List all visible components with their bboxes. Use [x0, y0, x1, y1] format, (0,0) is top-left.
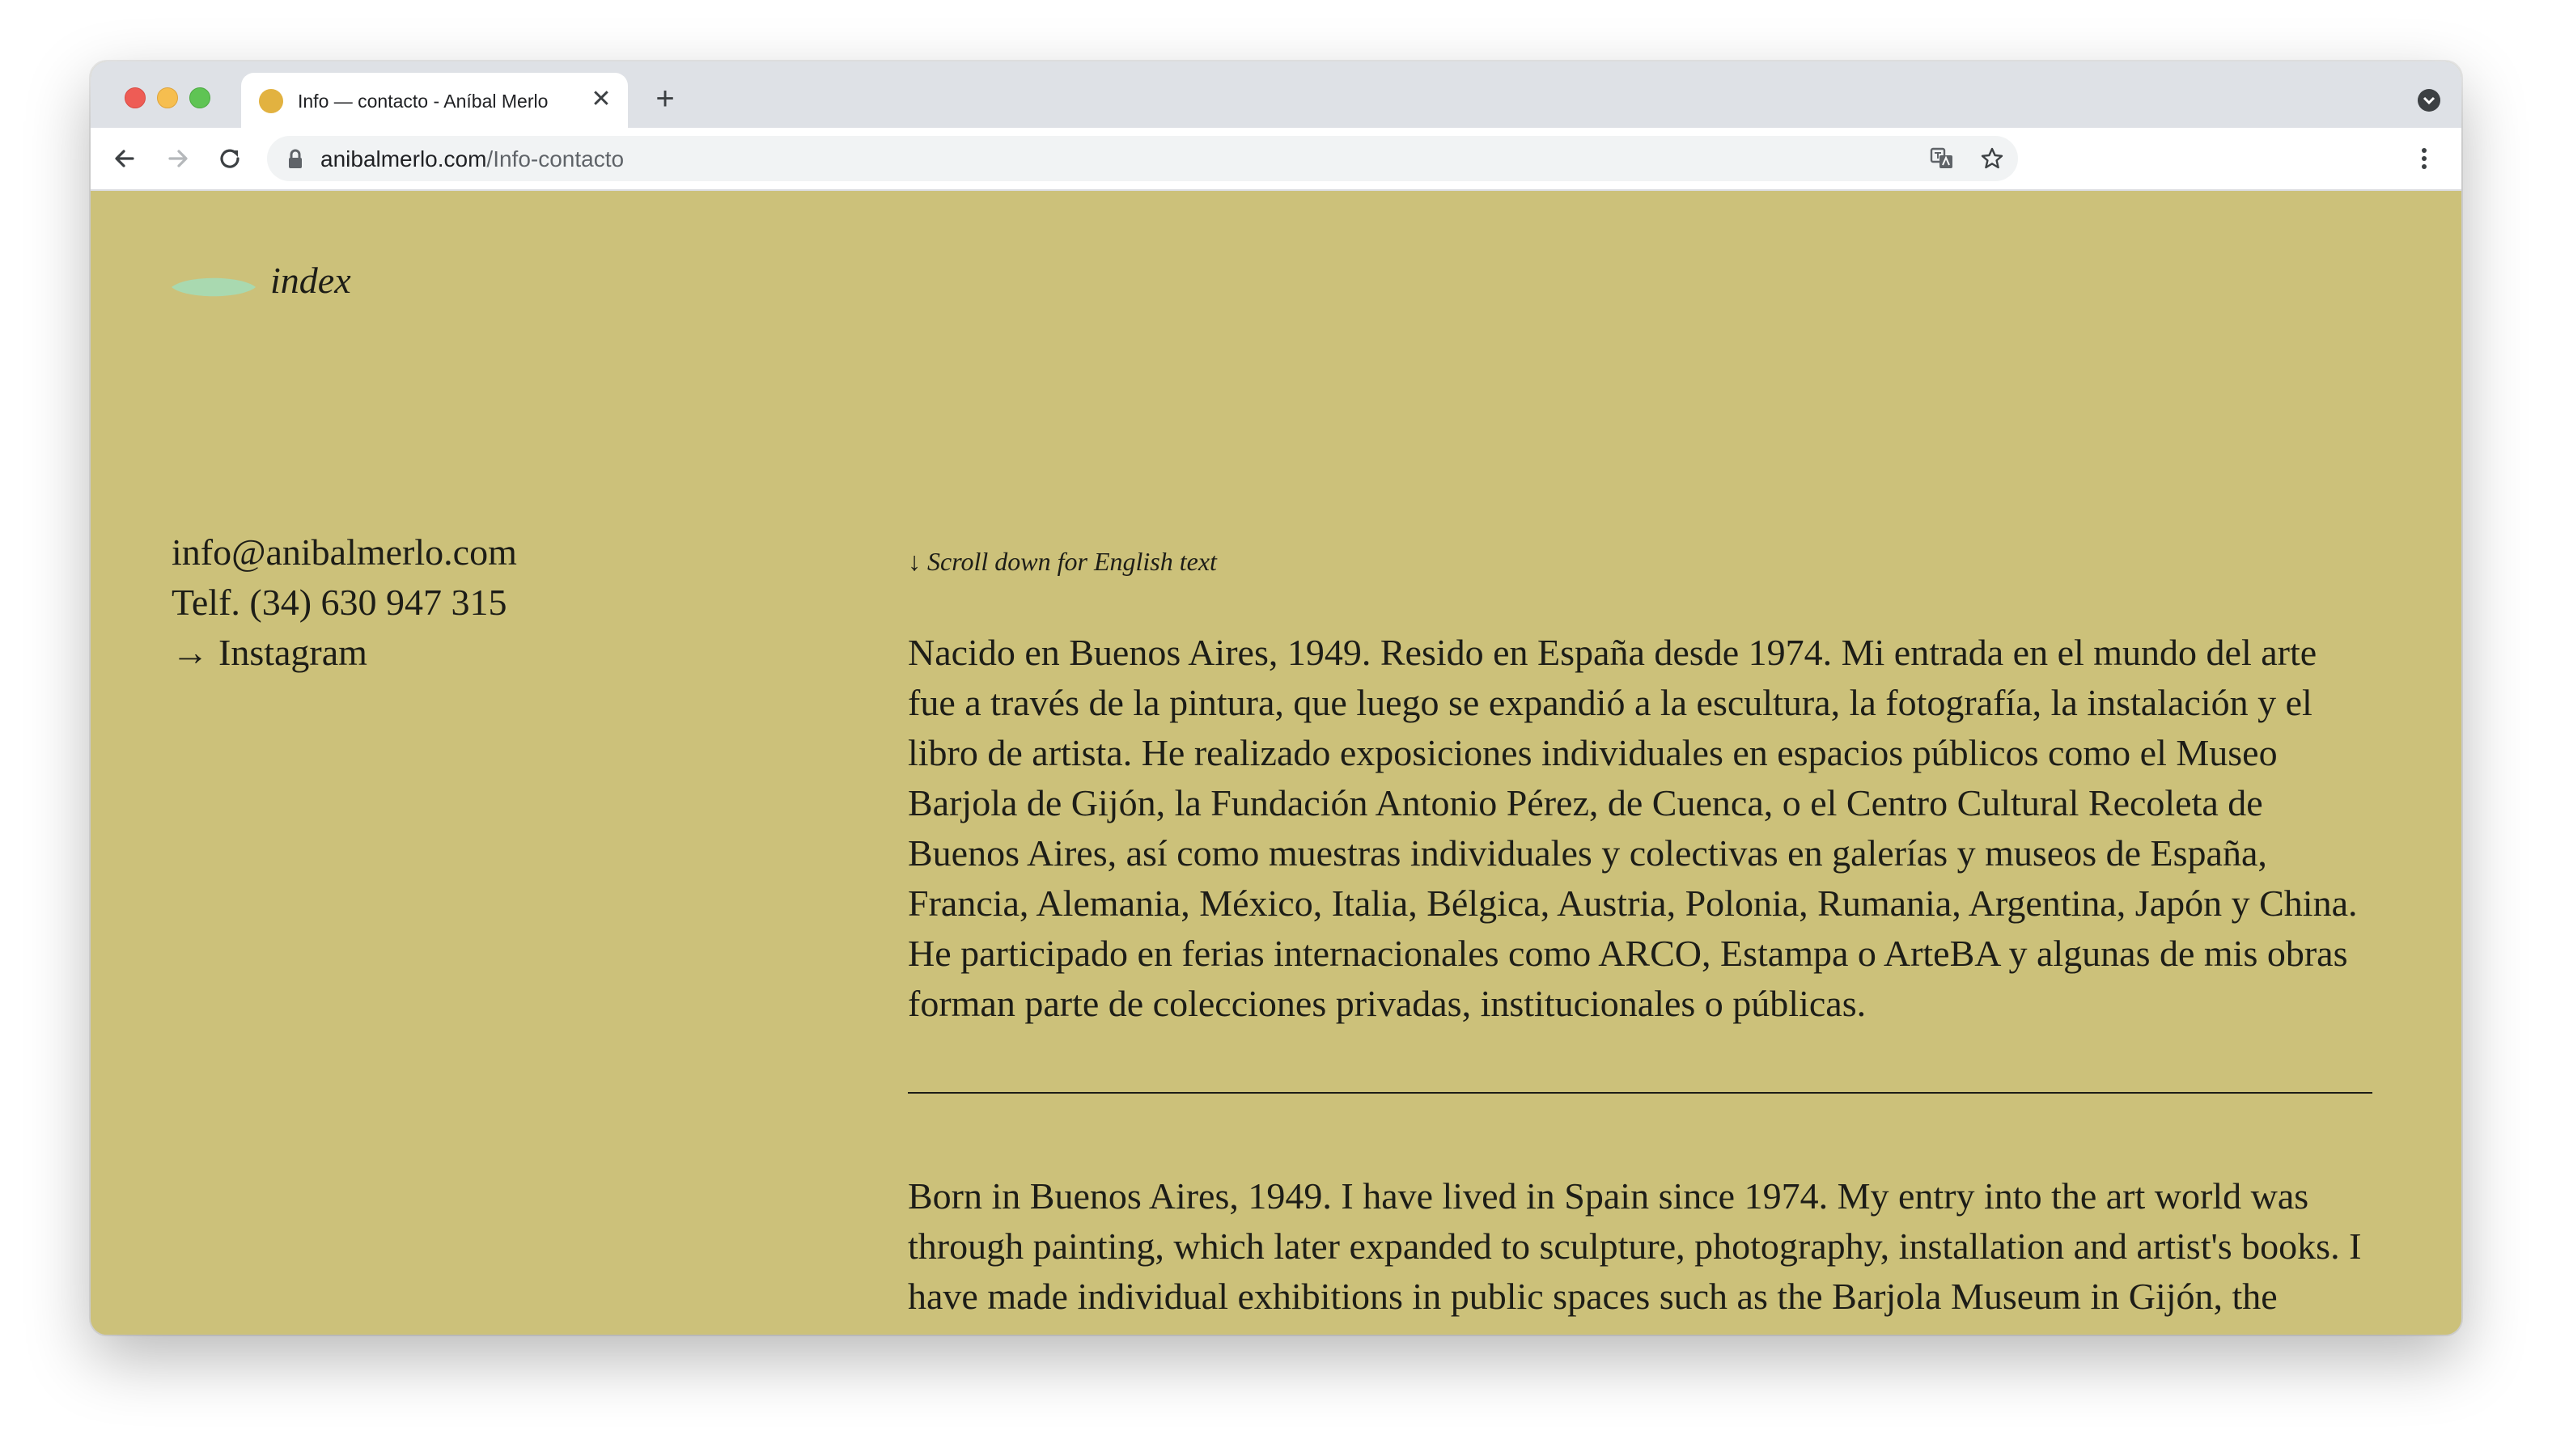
forward-icon[interactable]	[162, 142, 194, 175]
lock-icon[interactable]	[286, 149, 304, 174]
translate-icon[interactable]	[1929, 146, 1955, 171]
close-window-button[interactable]	[125, 87, 146, 108]
arrow-right-icon: →	[172, 632, 209, 673]
instagram-label: Instagram	[218, 632, 367, 673]
new-tab-icon[interactable]: +	[655, 81, 675, 116]
close-icon[interactable]: ✕	[591, 86, 612, 112]
site-favicon-icon	[259, 89, 283, 113]
minimize-window-button[interactable]	[157, 87, 178, 108]
browser-window	[91, 61, 2461, 1335]
tab-strip	[91, 61, 2461, 128]
phone-number: Telf. (34) 630 947 315	[172, 582, 507, 623]
reload-icon[interactable]	[214, 142, 246, 175]
section-divider	[908, 1092, 2372, 1094]
email-link[interactable]: info@anibalmerlo.com	[172, 531, 517, 573]
contact-block	[172, 527, 517, 678]
tab-search-icon[interactable]	[2418, 89, 2440, 112]
tab-title: Info — contacto - Aníbal Merlo	[298, 91, 549, 112]
bio-english: Born in Buenos Aires, 1949. I have lived in Spain since 1974. My entry into the art world was through painting, which later expanded to sculpture, photography, installation and artist's books. I have made individual exhibitions in public spaces such as the Barjola Museum in Gijón, the	[908, 1175, 2362, 1317]
bio-spanish: Nacido en Buenos Aires, 1949. Resido en España desde 1974. Mi entrada en el mundo del arte fue a través de la pintura, que luego se expandió a la escultura, la fotografía, la instalación y el libro de artista. He realizado exposiciones individuales en espacios públicos como el Museo Barjola de Gijón, la Fundación Antonio Pérez, de Cuenca, o el Centro Cultural Recoleta de Buenos Aires, así como muestras individuales y colectivas en galerías y museos de España, Francia, Alemania, México, Italia, Bélgica, Austria, Polonia, Rumania, Argentina, Japón y China. He participado en ferias internacionales como ARCO, Estampa o ArteBA y algunas de mis obras forman parte de colecciones privadas, institucionales o públicas.	[908, 632, 2358, 1024]
browser-toolbar	[91, 128, 2461, 191]
back-icon[interactable]	[108, 142, 141, 175]
address-bar[interactable]	[267, 136, 2018, 181]
instagram-link[interactable]	[172, 628, 517, 678]
index-label: index	[270, 260, 351, 301]
active-tab[interactable]	[241, 73, 628, 128]
maximize-window-button[interactable]	[189, 87, 210, 108]
leaf-icon	[170, 273, 257, 301]
page-content	[91, 191, 2461, 1335]
scroll-hint: ↓ Scroll down for English text	[908, 547, 1217, 576]
star-icon[interactable]	[1979, 146, 2005, 171]
menu-icon[interactable]	[2408, 142, 2440, 175]
url-text[interactable]: anibalmerlo.com/Info-contacto	[320, 146, 625, 171]
